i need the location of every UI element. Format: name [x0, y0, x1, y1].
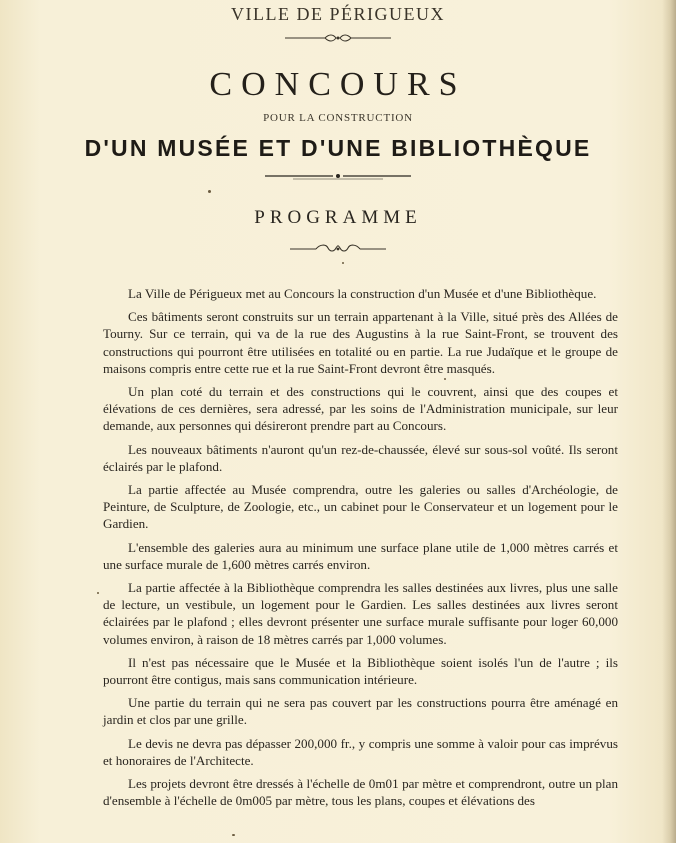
paper-speck: [342, 262, 344, 264]
page-subtitle: POUR LA CONSTRUCTION: [263, 112, 413, 124]
paragraph: Les projets devront être dressés à l'échelle de 0m01 par mètre et comprendront, outre un plan d'ensemble à l'échelle de 0m005 par mètre, tous les plans, coupes et élévations des: [103, 776, 618, 809]
paper-speck: [208, 190, 211, 193]
top-ornament: [0, 32, 676, 44]
paragraph: La Ville de Périgueux met au Concours la construction d'un Musée et d'une Bibliothèque.: [128, 286, 597, 301]
paragraph: Les nouveaux bâtiments n'auront qu'un rez-de-chaussée, élevé sur sous-sol voûté. Ils seront éclairés par le plafond.: [103, 441, 618, 474]
subject-heading: D'UN MUSÉE ET D'UNE BIBLIOTHÈQUE: [84, 135, 592, 161]
scroll-divider-icon: [288, 243, 388, 255]
paper-speck: [444, 378, 446, 380]
paragraph: Le devis ne devra pas dépasser 200,000 fr., y compris une somme à valoir pour cas imprévus et honoraires de l'Architecte.: [103, 735, 618, 768]
paragraph: Une partie du terrain qui ne sera pas couvert par les constructions pourra être aménagé en jardin et clos par une grille.: [103, 695, 618, 728]
flourish-divider-icon: [283, 32, 393, 44]
paragraph: L'ensemble des galeries aura au minimum une surface plane utile de 1,000 mètres carrés et une surface murale de 1,600 mètres carrés environ.: [103, 539, 618, 572]
section-ornament: [0, 243, 676, 255]
paragraph: Un plan coté du terrain et des constructions qui le couvrent, ainsi que des coupes et élévations de ces dernières, sera adressé, par les soins de l'Administration municipale, sur leur demande, aux personnes qui désireront prendre part au Concours.: [103, 384, 618, 434]
middle-ornament: [0, 172, 676, 182]
paragraph: La partie affectée au Musée comprendra, outre les galeries ou salles d'Archéologie, de Peinture, de Sculpture, de Zoologie, etc., un cabinet pour le Conservateur et un logement pour le Gardien.: [103, 482, 618, 532]
page-edge-shadow: [662, 0, 676, 843]
section-heading: PROGRAMME: [254, 207, 422, 228]
paragraph: Il n'est pas nécessaire que le Musée et la Bibliothèque soient isolés l'un de l'autre ; ils pourront être contigus, mais sans communication intérieure.: [103, 654, 618, 688]
paragraph: Ces bâtiments seront construits sur un terrain appartenant à la Ville, situé près des Allées de Tourny. Sur ce terrain, qui va de la rue des Augustins à la rue Saint-Front, se trouvent des constructions qui pourront être utilisées en totalité ou en partie. La rue Judaïque et le groupe de maisons compris entre cette rue et la rue Saint-Front devront être masqués.: [103, 309, 618, 376]
paragraph: La partie affectée à la Bibliothèque comprendra les salles destinées aux livres, plus une salle de lecture, un vestibule, un logement pour le Gardien. Les salles destinées aux livres seront éclairées par le plafond ; elles devront présenter une surface murale suffisante pour loger 60,000 volumes environ, à raison de 18 mètres carrés par 1,000 volumes.: [103, 580, 618, 647]
paper-speck: [97, 592, 99, 594]
paper-speck: [232, 834, 235, 836]
page-title: CONCOURS: [209, 66, 467, 103]
programme-body: [103, 285, 618, 815]
city-heading: VILLE DE PÉRIGUEUX: [231, 4, 445, 24]
rule-divider-icon: [263, 172, 413, 182]
